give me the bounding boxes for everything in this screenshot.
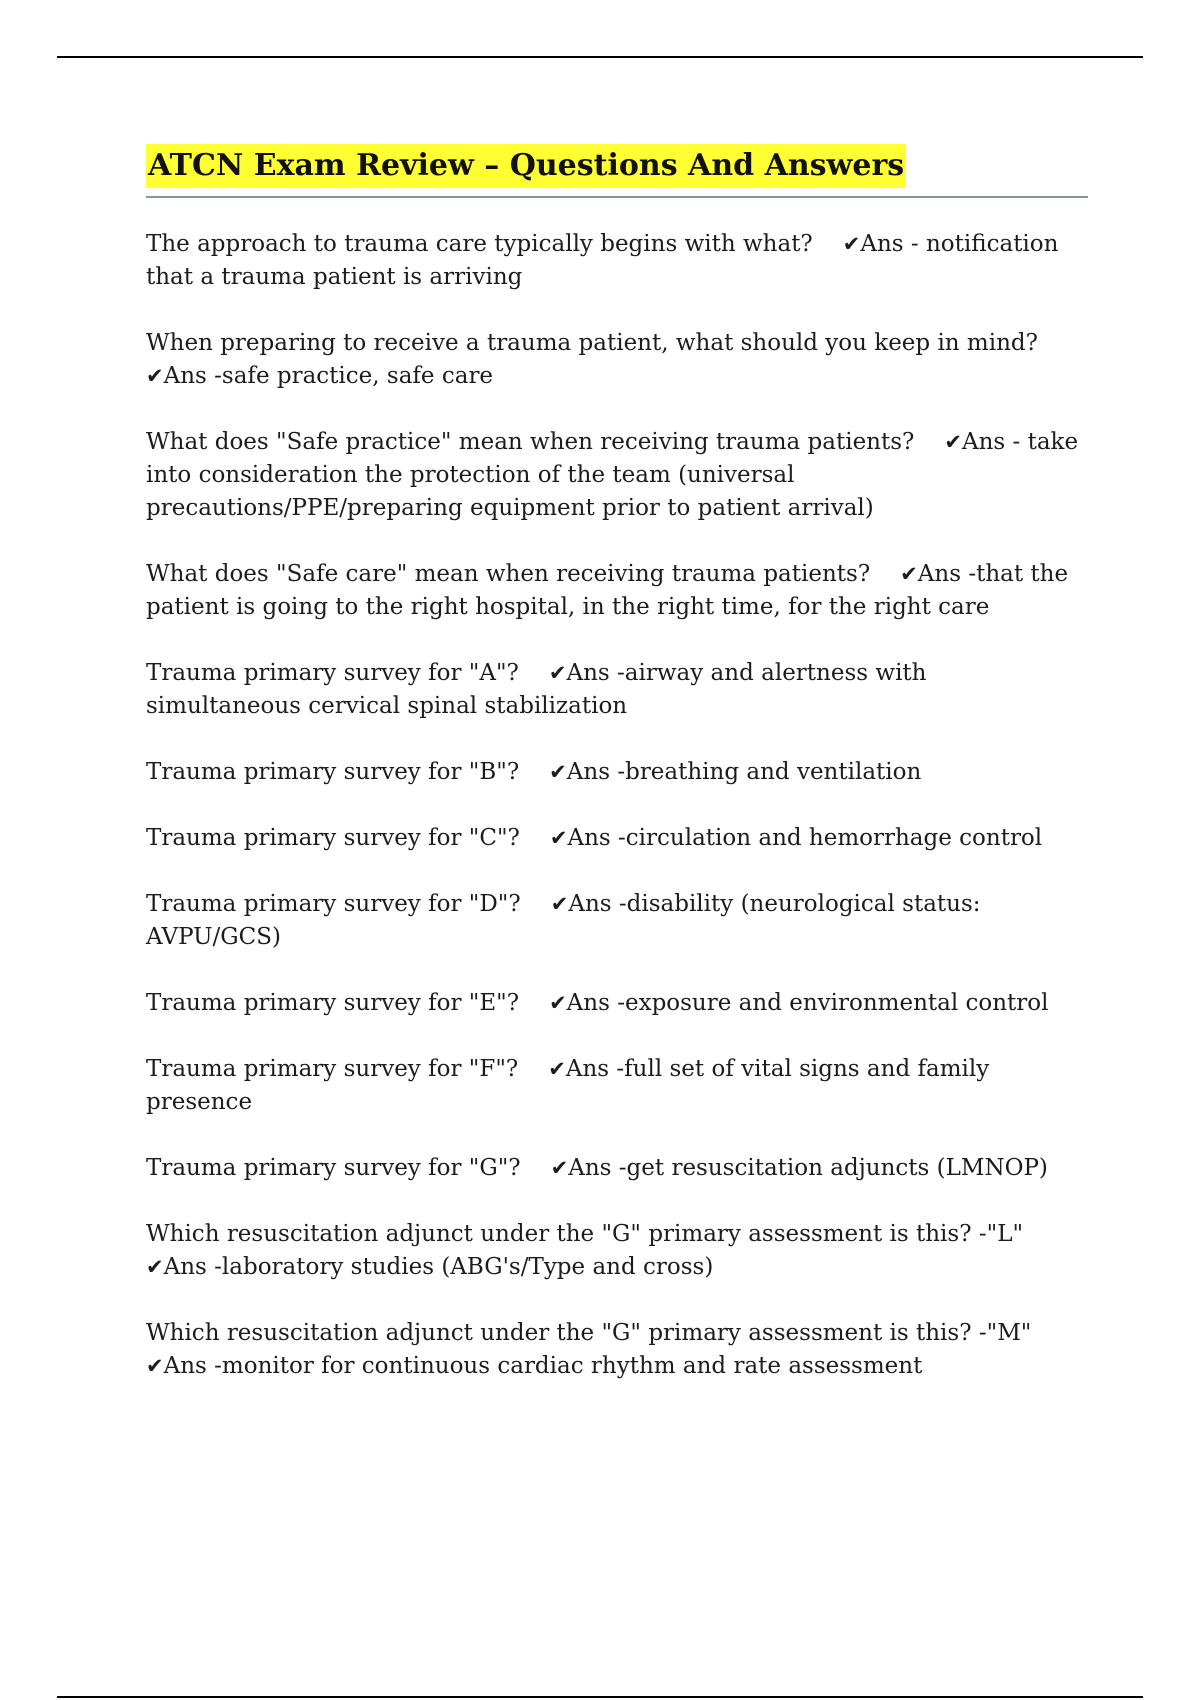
check-mark-icon: ✔ bbox=[900, 562, 918, 586]
answer-text: Ans - take into consideration the protection of the team (universal precautions/PPE/preparing equipment prior to patient arrival) bbox=[146, 429, 1079, 521]
qa-item bbox=[146, 756, 1088, 789]
qa-item bbox=[146, 327, 1088, 393]
question-text: Which resuscitation adjunct under the "G" primary assessment is this? -"M" bbox=[146, 1320, 1032, 1346]
check-mark-icon: ✔ bbox=[944, 430, 962, 454]
question-text: Trauma primary survey for "D"? bbox=[146, 891, 521, 917]
check-mark-icon: ✔ bbox=[549, 826, 568, 850]
answer-text: Ans -that the patient is going to the right hospital, in the right time, for the right care bbox=[146, 561, 1069, 620]
answer-text: Ans -safe practice, safe care bbox=[163, 363, 494, 389]
check-mark-icon: ✔ bbox=[549, 760, 567, 784]
page-title: ATCN Exam Review – Questions And Answers bbox=[146, 144, 906, 188]
question-text: Trauma primary survey for "E"? bbox=[146, 990, 520, 1016]
qa-item bbox=[146, 228, 1088, 294]
qa-item bbox=[146, 1053, 1088, 1119]
answer-text: Ans -laboratory studies (ABG's/Type and cross) bbox=[163, 1254, 714, 1280]
check-mark-icon: ✔ bbox=[146, 364, 164, 388]
answer-text: Ans - notification that a trauma patient is arriving bbox=[146, 231, 1059, 290]
qa-item bbox=[146, 888, 1088, 954]
check-mark-icon: ✔ bbox=[550, 892, 569, 916]
answer-text: Ans -circulation and hemorrhage control bbox=[567, 825, 1043, 851]
bottom-rule bbox=[57, 1696, 1143, 1698]
check-mark-icon: ✔ bbox=[549, 991, 567, 1015]
check-mark-icon: ✔ bbox=[146, 1255, 164, 1279]
answer-text: Ans -monitor for continuous cardiac rhythm and rate assessment bbox=[163, 1353, 923, 1379]
qa-item bbox=[146, 426, 1088, 525]
check-mark-icon: ✔ bbox=[842, 232, 861, 256]
check-mark-icon: ✔ bbox=[548, 661, 567, 685]
title-block bbox=[146, 144, 1088, 198]
top-rule bbox=[57, 56, 1143, 58]
question-text: When preparing to receive a trauma patient, what should you keep in mind? bbox=[146, 330, 1038, 356]
question-text: The approach to trauma care typically begins with what? bbox=[146, 231, 813, 257]
check-mark-icon: ✔ bbox=[550, 1156, 569, 1180]
answer-text: Ans -get resuscitation adjuncts (LMNOP) bbox=[568, 1155, 1048, 1181]
question-text: Trauma primary survey for "F"? bbox=[146, 1056, 519, 1082]
question-text: Trauma primary survey for "C"? bbox=[146, 825, 520, 851]
question-text: What does "Safe practice" mean when receiving trauma patients? bbox=[146, 429, 915, 455]
qa-item bbox=[146, 1317, 1088, 1383]
qa-list bbox=[146, 228, 1088, 1383]
qa-item bbox=[146, 558, 1088, 624]
qa-item bbox=[146, 987, 1088, 1020]
qa-item bbox=[146, 1218, 1088, 1284]
qa-item bbox=[146, 1152, 1088, 1185]
qa-item bbox=[146, 822, 1088, 855]
question-text: What does "Safe care" mean when receiving trauma patients? bbox=[146, 561, 871, 587]
answer-text: Ans -disability (neurological status: AVPU/GCS) bbox=[146, 891, 981, 950]
check-mark-icon: ✔ bbox=[146, 1354, 164, 1378]
document-body bbox=[146, 144, 1088, 1416]
answer-text: Ans -breathing and ventilation bbox=[566, 759, 922, 785]
qa-item bbox=[146, 657, 1088, 723]
question-text: Which resuscitation adjunct under the "G" primary assessment is this? -"L" bbox=[146, 1221, 1024, 1247]
check-mark-icon: ✔ bbox=[548, 1057, 566, 1081]
answer-text: Ans -airway and alertness with simultaneous cervical spinal stabilization bbox=[146, 660, 927, 719]
question-text: Trauma primary survey for "A"? bbox=[146, 660, 519, 686]
question-text: Trauma primary survey for "B"? bbox=[146, 759, 520, 785]
answer-text: Ans -full set of vital signs and family presence bbox=[146, 1056, 990, 1115]
answer-text: Ans -exposure and environmental control bbox=[566, 990, 1049, 1016]
question-text: Trauma primary survey for "G"? bbox=[146, 1155, 521, 1181]
